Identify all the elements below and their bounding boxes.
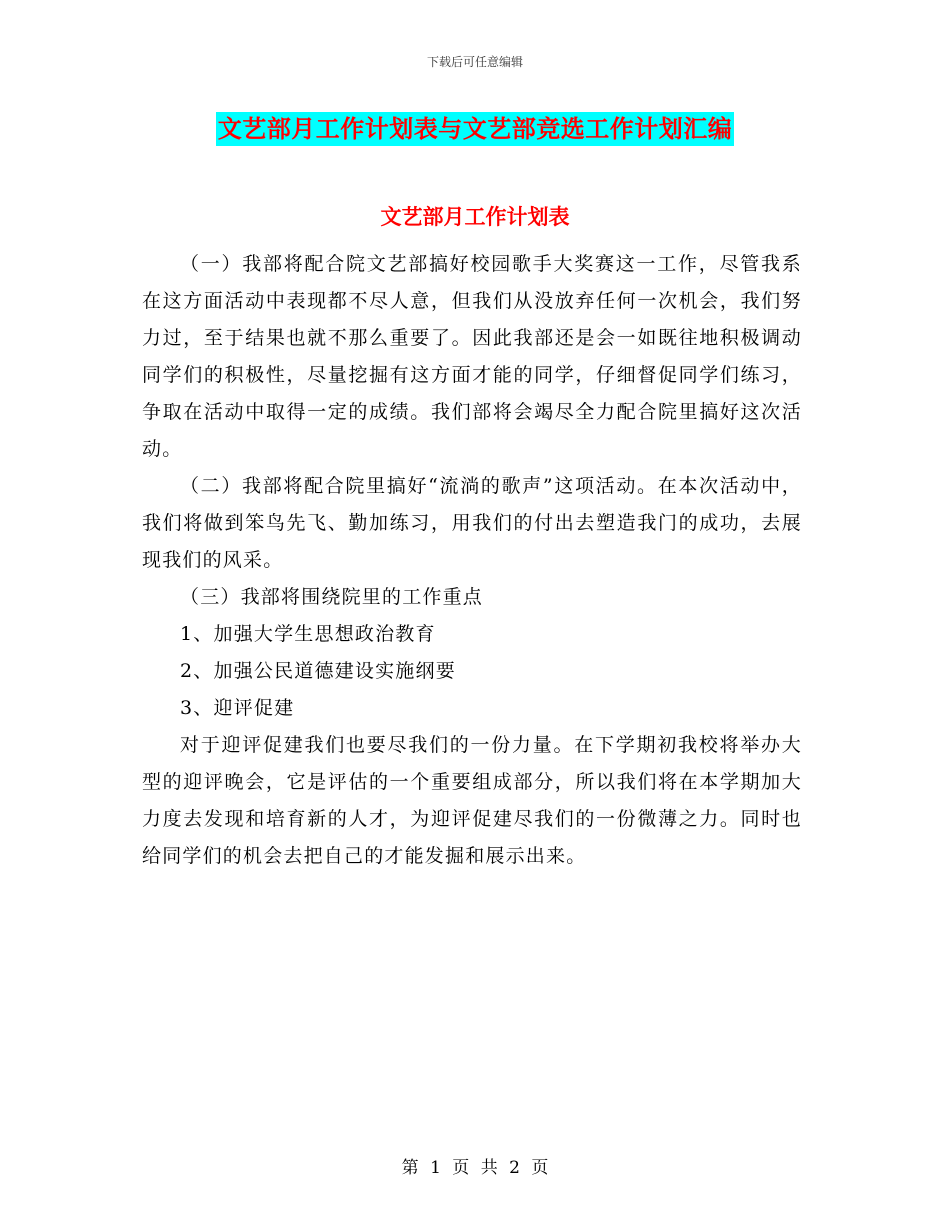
list-item-3: 3、迎评促建 bbox=[180, 697, 295, 719]
list-item-2: 2、加强公民道德建设实施纲要 bbox=[180, 660, 456, 682]
paragraph-2: （二）我部将配合院里搞好“流淌的歌声”这项活动。在本次活动中，我们将做到笨鸟先飞、勤加练习，用我们的付出去塑造我门的成功，去展现我们的风采。 bbox=[142, 475, 802, 571]
paragraph-4: 对于迎评促建我们也要尽我们的一份力量。在下学期初我校将举办大型的迎评晚会，它是评估的一个重要组成部分，所以我们将在本学期加大力度去发现和培育新的人才，为迎评促建尽我们的一份微薄之力。同时也给同学们的机会去把自己的才能发掘和展示出来。 bbox=[142, 734, 802, 867]
page-number-footer: 第 1 页 共 2 页 bbox=[401, 1158, 549, 1178]
document-sub-title: 文艺部月工作计划表 bbox=[380, 204, 570, 229]
paragraph-1: （一）我部将配合院文艺部搞好校园歌手大奖赛这一工作，尽管我系在这方面活动中表现都不尽人意，但我们从没放弃任何一次机会，我们努力过，至于结果也就不那么重要了。因此我部还是会一如既往地积极调动同学们的积极性，尽量挖掘有这方面才能的同学，仔细督促同学们练习，争取在活动中取得一定的成绩。我们部将会竭尽全力配合院里搞好这次活动。 bbox=[142, 253, 802, 460]
list-item-1: 1、加强大学生思想政治教育 bbox=[180, 623, 436, 645]
paragraph-3: （三）我部将围绕院里的工作重点 bbox=[180, 586, 484, 608]
document-body bbox=[142, 246, 802, 875]
document-main-title: 文艺部月工作计划表与文艺部竞选工作计划汇编 bbox=[216, 112, 735, 146]
page-header-note: 下载后可任意编辑 bbox=[426, 55, 523, 69]
document-main-title-wrapper bbox=[0, 112, 950, 146]
